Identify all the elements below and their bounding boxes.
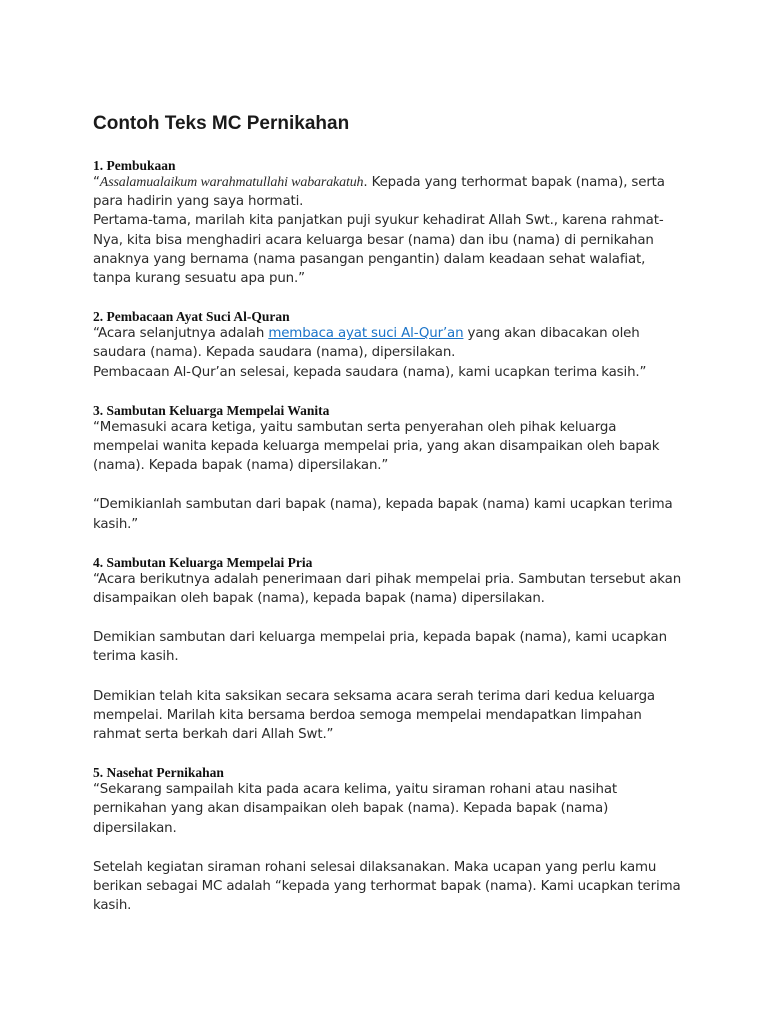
document-page	[93, 110, 683, 915]
paragraph: “Demikianlah sambutan dari bapak (nama), kepada bapak (nama) kami ucapkan terima kasih.”	[93, 497, 673, 532]
quran-reading-link[interactable]: membaca ayat suci Al-Qur’an	[268, 326, 464, 342]
open-quote: “	[93, 175, 100, 190]
section-nasehat	[93, 765, 683, 915]
section-heading: 1. Pembukaan	[93, 158, 176, 173]
paragraph: Demikian sambutan dari keluarga mempelai pria, kepada bapak (nama), kami ucapkan terima kasih.	[93, 630, 667, 665]
paragraph: Setelah kegiatan siraman rohani selesai dilaksanakan. Maka ucapan yang perlu kamu berikan sebagai MC adalah “kepada yang terhormat bapak (nama). Kami ucapkan terima kasih.	[93, 859, 681, 914]
paragraph: Pembacaan Al-Qur’an selesai, kepada saudara (nama), kami ucapkan terima kasih.”	[93, 364, 647, 380]
section-pembacaan-ayat	[93, 309, 683, 382]
greeting-italic: Assalamualaikum warahmatullahi wabarakatuh	[99, 175, 364, 190]
section-sambutan-wanita	[93, 403, 683, 534]
page-title: Contoh Teks MC Pernikahan	[93, 113, 350, 134]
paragraph: Demikian telah kita saksikan secara seksama acara serah terima dari kedua keluarga mempelai. Marilah kita bersama berdoa semoga mempelai mendapatkan limpahan rahmat serta berkah dari Allah Swt.”	[93, 688, 655, 743]
section-heading: 3. Sambutan Keluarga Mempelai Wanita	[93, 402, 330, 418]
section-heading: 4. Sambutan Keluarga Mempelai Pria	[93, 554, 313, 570]
paragraph: “Memasuki acara ketiga, yaitu sambutan serta penyerahan oleh pihak keluarga mempelai wanita kepada keluarga mempelai pria, yang akan disampaikan oleh bapak (nama). Kepada bapak (nama) dipersilakan.”	[93, 419, 660, 474]
paragraph: “Sekarang sampailah kita pada acara kelima, yaitu siraman rohani atau nasihat pernikahan yang akan disampaikan oleh bapak (nama). Kepada bapak (nama) dipersilakan.	[93, 782, 617, 836]
section-heading: 5. Nasehat Pernikahan	[93, 765, 224, 781]
paragraph: Pertama-tama, marilah kita panjatkan puji syukur kehadirat Allah Swt., karena rahmat-Nya, kita bisa menghadiri acara keluarga besar (nama) dan ibu (nama) di pernikahan anaknya yang bernama (nama pasangan pengantin) dalam keadaan sehat walafiat, tanpa kurang sesuatu apa pun.”	[93, 213, 664, 287]
section-heading: 2. Pembacaan Ayat Suci Al-Quran	[93, 309, 290, 325]
paragraph-text: yang akan dibacakan oleh saudara (nama). Kepada saudara (nama), dipersilakan.	[93, 326, 640, 361]
paragraph	[93, 173, 683, 211]
paragraph	[93, 324, 683, 362]
section-pembukaan	[93, 158, 683, 288]
paragraph-text: . Kepada yang terhormat bapak (nama), serta para hadirin yang saya hormati.	[93, 175, 665, 210]
paragraph: “Acara berikutnya adalah penerimaan dari pihak mempelai pria. Sambutan tersebut akan disampaikan oleh bapak (nama), kepada bapak (nama) dipersilakan.	[93, 571, 682, 607]
paragraph-text: “Acara selanjutnya adalah	[93, 326, 269, 342]
section-sambutan-pria	[93, 555, 683, 744]
